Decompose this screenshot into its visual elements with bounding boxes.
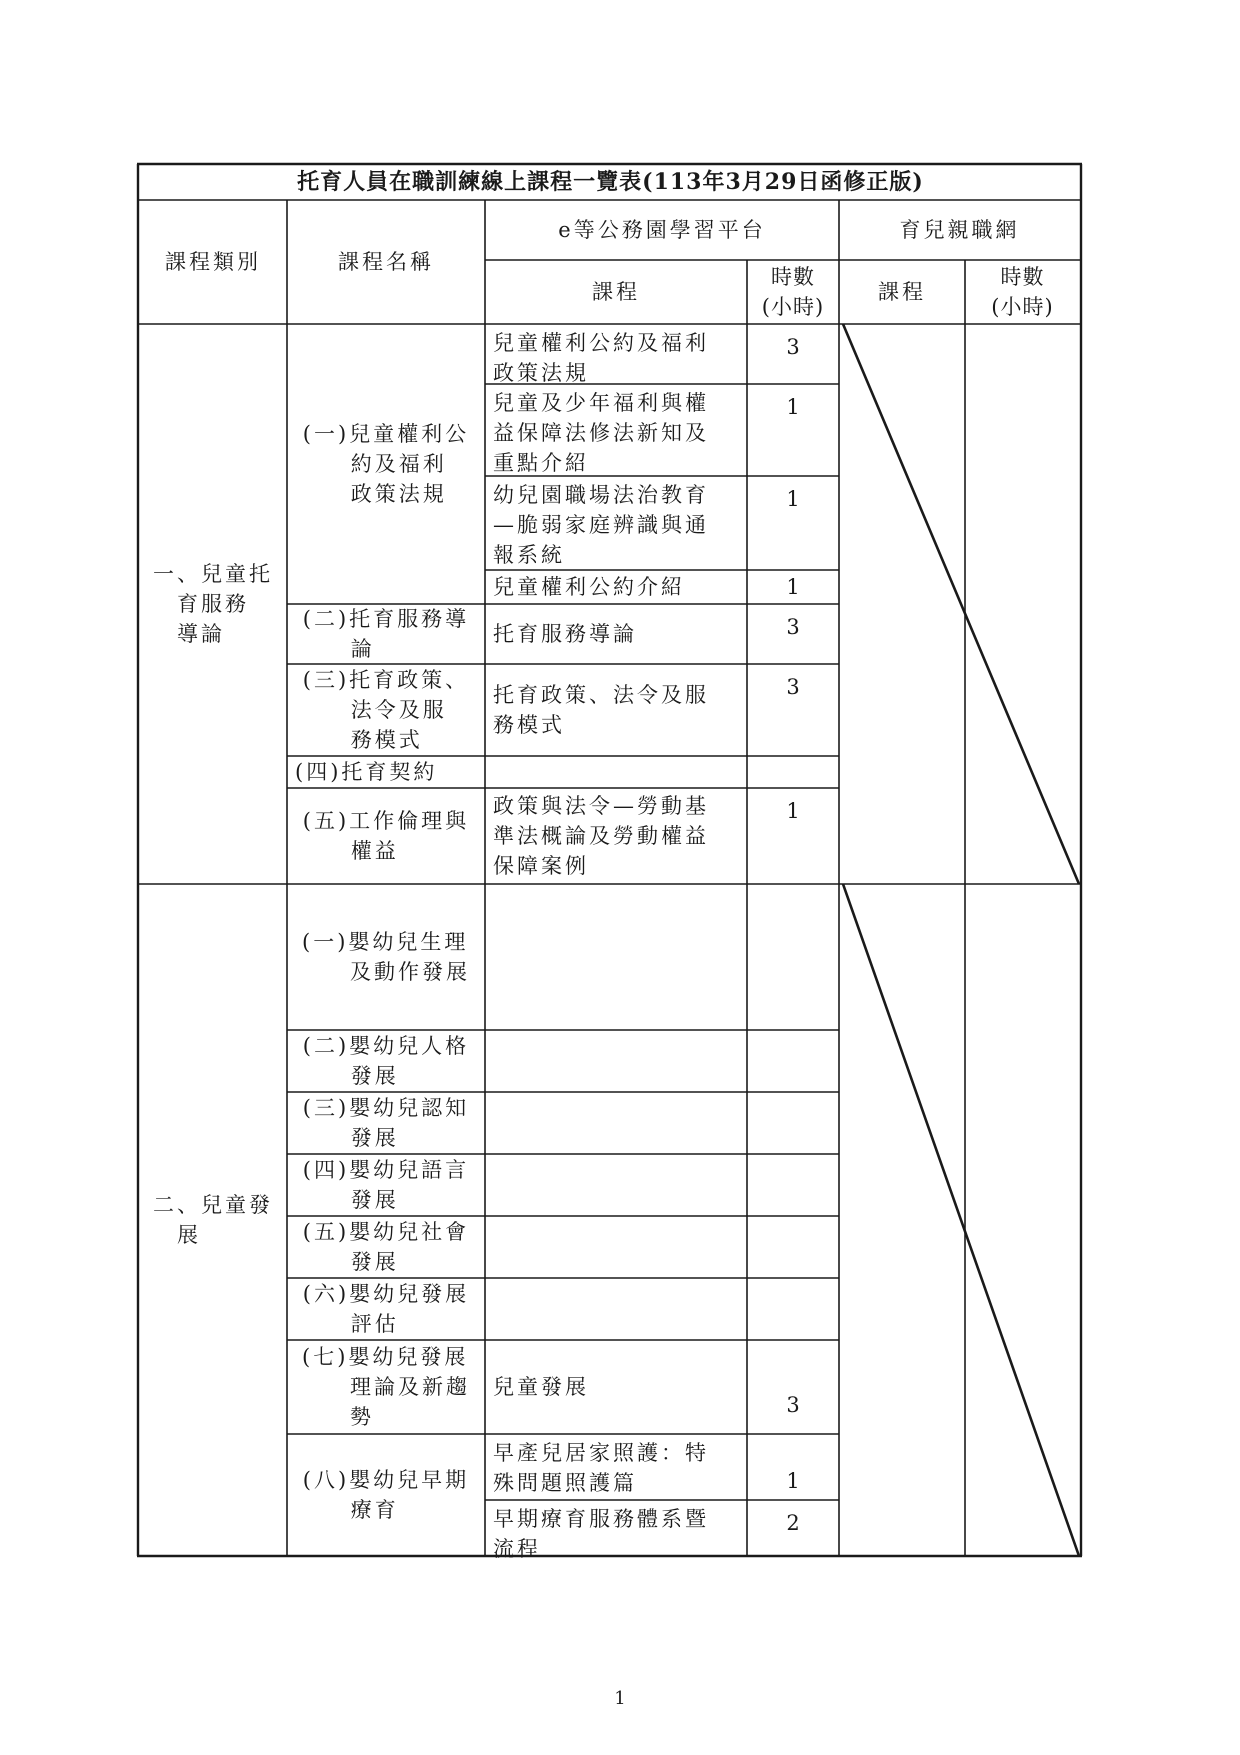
topic-cell: (六)嬰幼兒發展 評估 bbox=[302, 1282, 470, 1336]
page-number: 1 bbox=[614, 1688, 626, 1709]
course-cell: 兒童及少年福利與權 益保障法修法新知及 重點介紹 bbox=[493, 391, 709, 475]
hours-cell: 1 bbox=[786, 799, 800, 823]
header-parenting-hours: 時數 (小時) bbox=[991, 265, 1054, 319]
course-cell: 早期療育服務體系暨 流程 bbox=[493, 1507, 709, 1561]
topic-cell: (四)托育契約 bbox=[295, 760, 438, 784]
table-title: 托育人員在職訓練線上課程一覽表(113年3月29日函修正版) bbox=[297, 169, 924, 195]
course-cell bbox=[485, 1030, 747, 1092]
hours-cell bbox=[747, 756, 839, 788]
course-cell: 幼兒園職場法治教育 —脆弱家庭辨識與通 報系統 bbox=[493, 483, 709, 567]
course-cell bbox=[485, 1278, 747, 1340]
hours-cell: 2 bbox=[786, 1511, 800, 1535]
course-cell: 兒童權利公約介紹 bbox=[493, 575, 685, 599]
category-cell: 二、兒童發 展 bbox=[153, 1193, 273, 1247]
category-cell: 一、兒童托 育服務 導論 bbox=[153, 562, 273, 646]
topic-cell: (三)托育政策、 法令及服 務模式 bbox=[302, 668, 470, 752]
course-cell: 托育服務導論 bbox=[493, 622, 637, 646]
hours-cell bbox=[747, 1154, 839, 1216]
topic-cell: (一)兒童權利公 約及福利 政策法規 bbox=[302, 422, 470, 506]
course-cell bbox=[485, 1092, 747, 1154]
hours-cell bbox=[747, 884, 839, 1030]
hours-cell bbox=[747, 1278, 839, 1340]
hours-cell: 3 bbox=[786, 1393, 800, 1417]
topic-cell: (二)托育服務導 論 bbox=[302, 607, 470, 661]
header-parenting-course: 課程 bbox=[878, 280, 926, 304]
course-cell: 早產兒居家照護：特 殊問題照護篇 bbox=[493, 1441, 709, 1495]
header-platform-parenting: 育兒親職網 bbox=[899, 218, 1020, 242]
hours-cell: 3 bbox=[786, 335, 800, 359]
course-cell: 兒童權利公約及福利 政策法規 bbox=[493, 331, 709, 385]
topic-cell: (八)嬰幼兒早期 療育 bbox=[302, 1468, 470, 1522]
header-course-name: 課程名稱 bbox=[338, 250, 434, 274]
topic-cell: (三)嬰幼兒認知 發展 bbox=[302, 1096, 470, 1150]
hours-cell: 1 bbox=[786, 1469, 800, 1493]
hours-cell bbox=[747, 1216, 839, 1278]
course-cell: 兒童發展 bbox=[493, 1375, 589, 1399]
diagonal-strike-line bbox=[843, 324, 1079, 884]
topic-cell: (五)嬰幼兒社會 發展 bbox=[302, 1220, 470, 1274]
topic-cell: (二)嬰幼兒人格 發展 bbox=[302, 1034, 470, 1088]
topic-cell: (四)嬰幼兒語言 發展 bbox=[302, 1158, 470, 1212]
course-cell bbox=[485, 1154, 747, 1216]
header-platform-e: e等公務園學習平台 bbox=[558, 218, 766, 242]
header-category: 課程類別 bbox=[165, 250, 261, 274]
header-e-course: 課程 bbox=[592, 280, 640, 304]
header-e-hours: 時數 (小時) bbox=[761, 265, 825, 319]
hours-cell bbox=[747, 1030, 839, 1092]
topic-cell: (七)嬰幼兒發展 理論及新趨 勢 bbox=[302, 1345, 470, 1429]
course-cell bbox=[485, 1216, 747, 1278]
hours-cell: 1 bbox=[786, 487, 800, 511]
hours-cell: 3 bbox=[786, 675, 800, 699]
course-cell: 政策與法令—勞動基 準法概論及勞動權益 保障案例 bbox=[493, 794, 709, 878]
course-cell: 托育政策、法令及服 務模式 bbox=[493, 683, 709, 737]
course-cell bbox=[485, 756, 747, 788]
diagonal-strike-line bbox=[843, 884, 1079, 1556]
hours-cell bbox=[747, 1092, 839, 1154]
topic-cell: (一)嬰幼兒生理 及動作發展 bbox=[302, 930, 470, 984]
course-cell bbox=[485, 884, 747, 1030]
hours-cell: 1 bbox=[786, 575, 800, 599]
topic-cell: (五)工作倫理與 權益 bbox=[302, 809, 470, 863]
hours-cell: 3 bbox=[786, 615, 800, 639]
hours-cell: 1 bbox=[786, 395, 800, 419]
